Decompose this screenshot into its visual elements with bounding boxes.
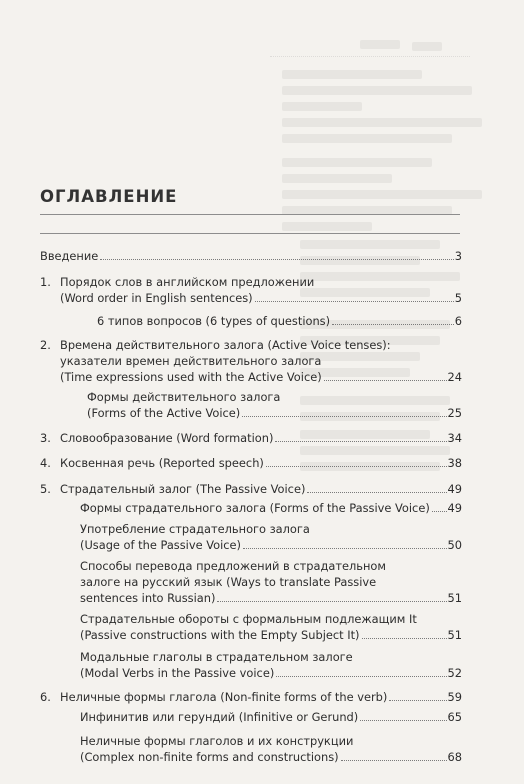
toc-page-number: 59 xyxy=(447,690,462,704)
dot-leader xyxy=(341,760,447,761)
toc-entry-line: Модальные глаголы в страдательном залоге xyxy=(80,650,353,664)
toc-entry-last-line xyxy=(80,500,462,516)
toc-entry-number: 2. xyxy=(40,338,51,352)
toc-entry-text: (Usage of the Passive Voice) xyxy=(80,538,241,552)
toc-entry-line: Неличные формы глаголов и их конструкции xyxy=(80,734,354,748)
toc-entry-text: (Forms of the Active Voice) xyxy=(87,406,241,420)
toc-entry[interactable] xyxy=(40,248,462,264)
dot-leader xyxy=(266,466,447,467)
dot-leader xyxy=(307,492,446,493)
toc-page-number: 38 xyxy=(447,456,462,470)
toc-title: ОГЛАВЛЕНИЕ xyxy=(40,187,178,206)
toc-entry-number: 3. xyxy=(40,431,51,445)
toc-entry[interactable] xyxy=(60,481,462,497)
toc-page-number: 52 xyxy=(447,666,462,680)
toc-page-number: 24 xyxy=(447,370,462,384)
dot-leader xyxy=(324,380,447,381)
toc-entry-last-line xyxy=(40,248,462,264)
toc-entry-number: 5. xyxy=(40,482,51,496)
toc-entry-line: Формы действительного залога xyxy=(87,390,281,404)
toc-entry-last-line xyxy=(80,749,462,765)
toc-page-number: 65 xyxy=(447,710,462,724)
toc-entry-number: 4. xyxy=(40,456,51,470)
toc-page-number: 6 xyxy=(454,314,462,328)
toc-page-number: 49 xyxy=(447,482,462,496)
toc-page-number: 50 xyxy=(447,538,462,552)
dot-leader xyxy=(332,324,454,325)
toc-entry-last-line xyxy=(97,313,462,329)
toc-page-number: 5 xyxy=(454,291,462,305)
toc-entry-last-line xyxy=(80,627,462,643)
toc-entry-number: 6. xyxy=(40,690,51,704)
toc-entry-text: (Complex non-finite forms and constructions) xyxy=(80,750,339,764)
toc-entry[interactable] xyxy=(60,689,462,705)
dot-leader xyxy=(276,676,446,677)
toc-entry-text: Введение xyxy=(40,249,99,263)
toc-page-number: 68 xyxy=(447,750,462,764)
toc-entry-last-line xyxy=(80,709,462,725)
dot-leader xyxy=(360,720,446,721)
toc-page-number: 3 xyxy=(454,249,462,263)
toc-entry-text: Словообразование (Word formation) xyxy=(60,431,274,445)
toc-entry-line: указатели времен действительного залога xyxy=(60,354,322,368)
dot-leader xyxy=(255,301,454,302)
toc-entry-line: Порядок слов в английском предложении xyxy=(60,275,315,289)
toc-entry-line: Употребление страдательного залога xyxy=(80,522,310,536)
toc-page-number: 51 xyxy=(447,591,462,605)
dot-leader xyxy=(217,601,446,602)
toc-page-number: 51 xyxy=(447,628,462,642)
toc-entry-text: 6 типов вопросов (6 types of questions) xyxy=(97,314,331,328)
toc-entry[interactable] xyxy=(60,430,462,446)
dot-leader xyxy=(243,548,447,549)
toc-entry-text: Страдательный залог (The Passive Voice) xyxy=(60,482,306,496)
toc-entry-text: Формы страдательного залога (Forms of the Passive Voice) xyxy=(80,501,430,515)
toc-entry-number: 1. xyxy=(40,275,51,289)
dot-leader xyxy=(432,511,447,512)
dot-leader xyxy=(100,259,453,260)
toc-page-number: 34 xyxy=(447,431,462,445)
toc-entry-last-line xyxy=(60,430,462,446)
toc-entry-last-line xyxy=(60,369,462,385)
toc-entry-last-line xyxy=(60,290,462,306)
toc-entry-last-line xyxy=(60,689,462,705)
toc-entry[interactable] xyxy=(80,733,462,765)
toc-entry[interactable] xyxy=(80,521,462,553)
toc-entry[interactable] xyxy=(80,500,462,516)
toc-entry-text: Инфинитив или герундий (Infinitive or Gerund) xyxy=(80,710,359,724)
dot-leader xyxy=(242,416,446,417)
toc-entry[interactable] xyxy=(60,274,462,306)
toc-page-number: 49 xyxy=(447,501,462,515)
toc-entry[interactable] xyxy=(60,337,462,385)
toc-entry[interactable] xyxy=(80,558,462,606)
toc-entry-text: (Time expressions used with the Active Voice) xyxy=(60,370,322,384)
toc-entry-line: Страдательные обороты с формальным подлежащим It xyxy=(80,612,417,626)
toc-entry[interactable] xyxy=(97,313,462,329)
toc-entry[interactable] xyxy=(80,649,462,681)
dot-leader xyxy=(275,441,446,442)
toc-entry-text: Неличные формы глагола (Non-finite forms of the verb) xyxy=(60,690,388,704)
dot-leader xyxy=(389,700,446,701)
toc-entry-line: залоге на русский язык (Ways to translate Passive xyxy=(80,575,377,589)
toc-entry-last-line xyxy=(60,455,462,471)
toc-entry[interactable] xyxy=(80,709,462,725)
toc-entry-text: (Modal Verbs in the Passive voice) xyxy=(80,666,275,680)
toc-entry-last-line xyxy=(80,665,462,681)
toc-entry[interactable] xyxy=(60,455,462,471)
toc-entry-text: sentences into Russian) xyxy=(80,591,216,605)
toc-entry[interactable] xyxy=(87,389,462,421)
title-rule-bottom xyxy=(40,233,460,234)
toc-entry-text: (Word order in English sentences) xyxy=(60,291,253,305)
title-rule-top xyxy=(40,214,460,215)
toc-entry-line: Времена действительного залога (Active Voice tenses): xyxy=(60,338,391,352)
toc-entry-last-line xyxy=(60,481,462,497)
toc-entry[interactable] xyxy=(80,611,462,643)
toc-entry-last-line xyxy=(80,590,462,606)
toc-page-number: 25 xyxy=(447,406,462,420)
toc-entry-last-line xyxy=(80,537,462,553)
dot-leader xyxy=(362,638,447,639)
toc-entry-line: Способы перевода предложений в страдательном xyxy=(80,559,386,573)
toc-entry-last-line xyxy=(87,405,462,421)
toc-entry-text: Косвенная речь (Reported speech) xyxy=(60,456,264,470)
toc-entry-text: (Passive constructions with the Empty Subject It) xyxy=(80,628,360,642)
